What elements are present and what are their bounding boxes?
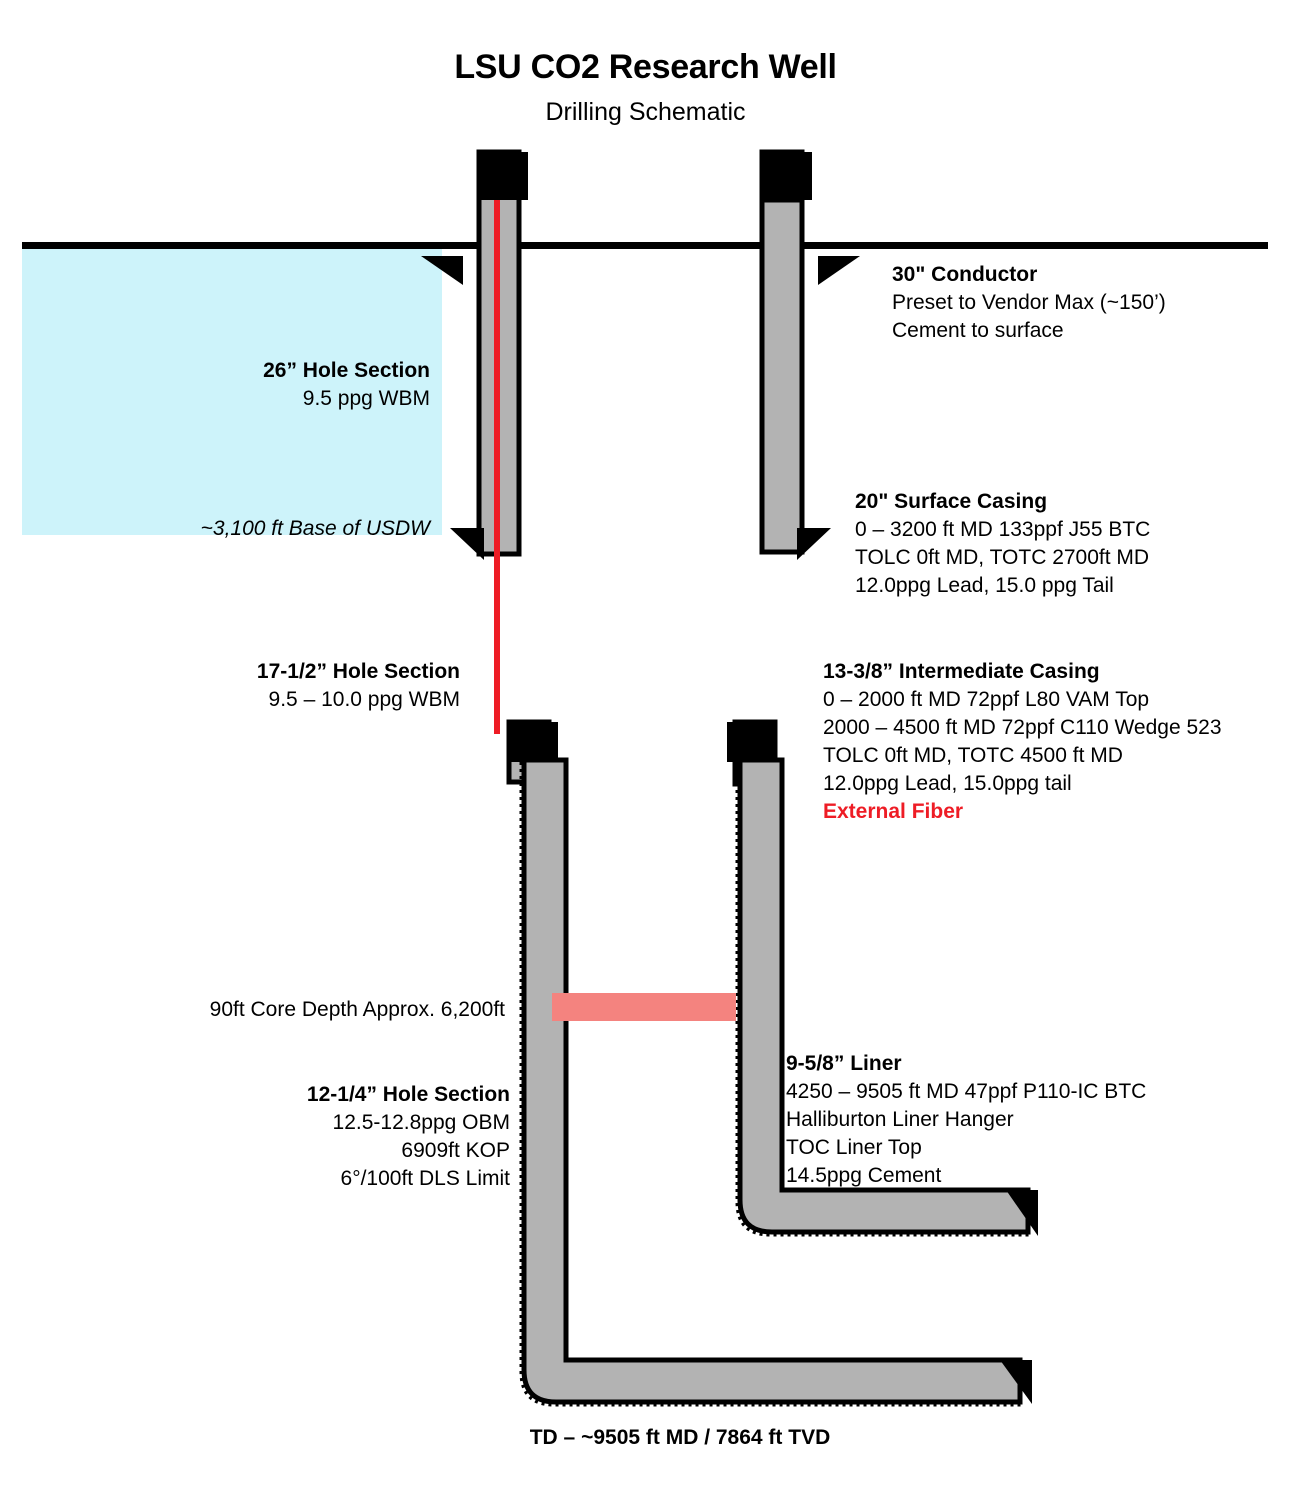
- annotation-surface-casing-line-3: 12.0ppg Lead, 15.0 ppg Tail: [855, 574, 1114, 597]
- ground-line: [22, 242, 1268, 249]
- annotation-17-5-hole-line-1: 9.5 – 10.0 ppg WBM: [268, 688, 460, 711]
- annotation-intermediate-casing-head: 13-3/8” Intermediate Casing: [823, 660, 1100, 683]
- annotation-surface-casing-line-2: TOLC 0ft MD, TOTC 2700ft MD: [855, 546, 1150, 569]
- wellhead-block-right: [762, 152, 812, 200]
- annotation-12-25-hole-line-2: 6909ft KOP: [401, 1139, 510, 1162]
- annotation-intermediate-casing: [823, 658, 1222, 826]
- annotation-liner-line-1: 4250 – 9505 ft MD 47ppf P110-IC BTC: [786, 1080, 1147, 1103]
- annotation-td: TD – ~9505 ft MD / 7864 ft TVD: [529, 1426, 831, 1449]
- surface-shoe-right: [797, 528, 831, 560]
- page-title: LSU CO2 Research Well: [454, 48, 837, 86]
- annotation-12-25-hole-line-3: 6°/100ft DLS Limit: [340, 1167, 510, 1190]
- annotation-liner: [786, 1050, 1146, 1190]
- annotation-conductor-head: 30" Conductor: [892, 263, 1038, 286]
- annotation-12-25-hole-head: 12-1/4” Hole Section: [306, 1083, 510, 1106]
- annotation-17-5-hole-section: [40, 658, 460, 714]
- annotation-external-fiber: External Fiber: [823, 800, 964, 823]
- annotation-conductor-line-2: Cement to surface: [892, 319, 1064, 342]
- annotation-surface-casing-line-1: 0 – 3200 ft MD 133ppf J55 BTC: [855, 518, 1151, 541]
- annotation-26-hole-section: [40, 357, 430, 413]
- conductor-shoe-right: [818, 256, 860, 285]
- annotation-liner-line-3: TOC Liner Top: [786, 1136, 922, 1159]
- annotation-liner-line-2: Halliburton Liner Hanger: [786, 1108, 1014, 1131]
- wellhead-block-left: [479, 152, 528, 200]
- annotation-intermediate-casing-line-1: 0 – 2000 ft MD 72ppf L80 VAM Top: [823, 688, 1150, 711]
- annotation-liner-line-4: 14.5ppg Cement: [786, 1164, 942, 1187]
- annotation-conductor-line-1: Preset to Vendor Max (~150’): [892, 291, 1166, 314]
- annotation-surface-casing-head: 20" Surface Casing: [855, 490, 1048, 513]
- surface-casing-right-wall: [762, 200, 802, 552]
- annotation-usdw-base: ~3,100 ft Base of USDW: [200, 517, 430, 540]
- annotation-core-depth: 90ft Core Depth Approx. 6,200ft: [209, 998, 505, 1021]
- annotation-intermediate-casing-line-2: 2000 – 4500 ft MD 72ppf C110 Wedge 523: [823, 716, 1222, 739]
- annotation-surface-casing: [855, 488, 1150, 600]
- annotation-17-5-hole-head: 17-1/2” Hole Section: [256, 660, 460, 683]
- annotation-26-hole-head: 26” Hole Section: [263, 359, 430, 382]
- annotation-12-25-hole-line-1: 12.5-12.8ppg OBM: [332, 1111, 510, 1134]
- annotation-intermediate-casing-line-3: TOLC 0ft MD, TOTC 4500 ft MD: [823, 744, 1123, 767]
- intermediate-hanger-left: [509, 722, 558, 762]
- intermediate-hanger-right: [727, 722, 775, 762]
- annotation-liner-head: 9-5/8” Liner: [786, 1052, 902, 1075]
- core-interval-band: [552, 993, 736, 1021]
- page-subtitle: Drilling Schematic: [545, 98, 746, 126]
- annotation-12-25-hole-section: [40, 1081, 510, 1193]
- annotation-26-hole-line-1: 9.5 ppg WBM: [302, 387, 430, 410]
- external-fiber-line: [494, 200, 500, 734]
- annotation-conductor: [892, 261, 1166, 345]
- annotation-intermediate-casing-line-4: 12.0ppg Lead, 15.0ppg tail: [823, 772, 1072, 795]
